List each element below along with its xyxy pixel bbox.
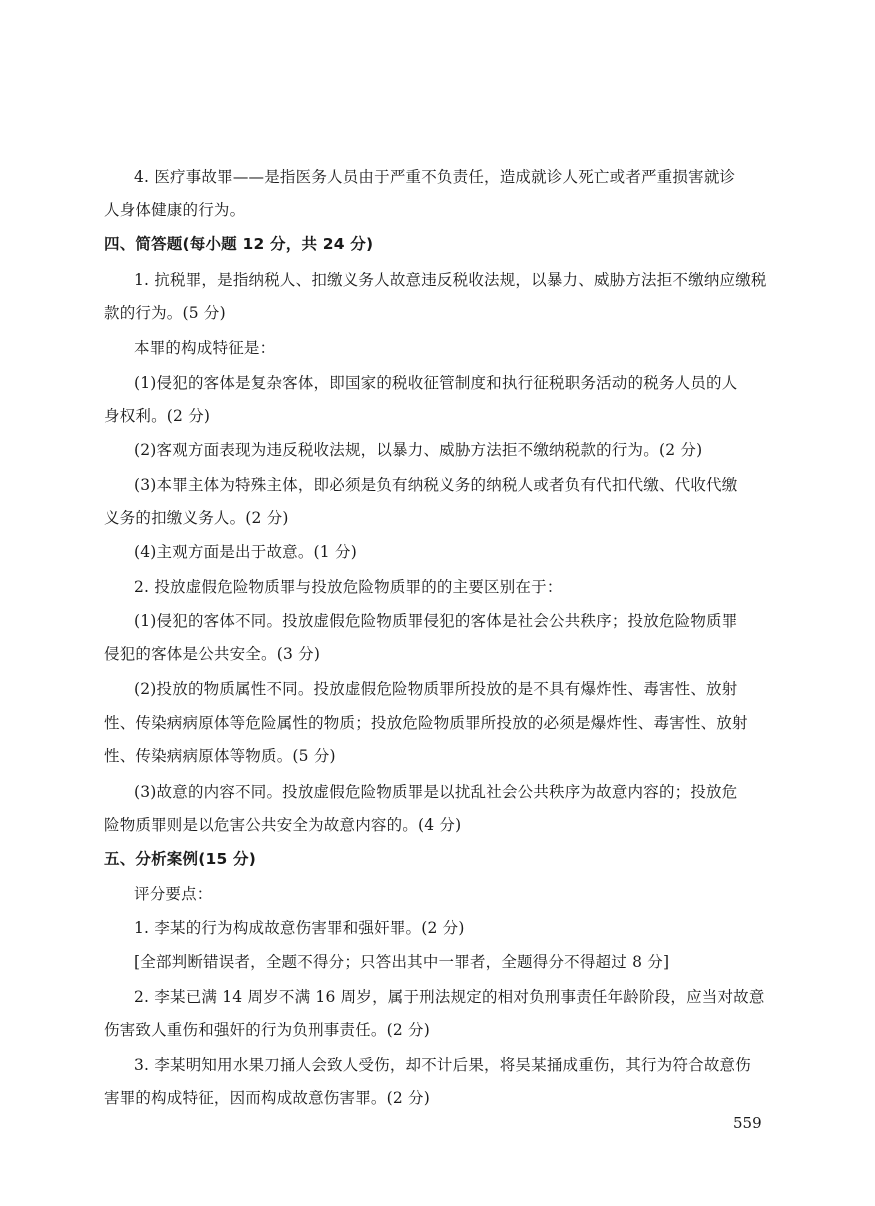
paragraph-line: 2. 投放虚假危险物质罪与投放危险物质罪的的主要区别在于： — [134, 578, 563, 596]
section-heading: 五、分析案例(15 分) — [104, 850, 257, 868]
paragraph-line: (1)侵犯的客体不同。投放虚假危险物质罪侵犯的客体是社会公共秩序；投放危险物质罪 — [134, 612, 738, 630]
page-number: 559 — [733, 1114, 762, 1132]
paragraph-line: 评分要点： — [134, 885, 213, 903]
paragraph-line: 款的行为。(5 分) — [104, 304, 226, 322]
paragraph-line: 性、传染病病原体等物质。(5 分) — [104, 747, 336, 765]
paragraph-line: 义务的扣缴义务人。(2 分) — [104, 509, 289, 527]
paragraph-line: (1)侵犯的客体是复杂客体，即国家的税收征管制度和执行征税职务活动的税务人员的人 — [134, 374, 738, 392]
paragraph-line: 4. 医疗事故罪——是指医务人员由于严重不负责任，造成就诊人死亡或者严重损害就诊 — [134, 168, 736, 186]
paragraph-line: 性、传染病病原体等危险属性的物质；投放危险物质罪所投放的必须是爆炸性、毒害性、放射 — [104, 714, 748, 732]
paragraph-line: 1. 抗税罪，是指纳税人、扣缴义务人故意违反税收法规，以暴力、威胁方法拒不缴纳应缴税 — [134, 271, 767, 289]
paragraph-line: (4)主观方面是出于故意。(1 分) — [134, 543, 357, 561]
paragraph-line: 本罪的构成特征是： — [134, 339, 276, 357]
paragraph-line: 害罪的构成特征，因而构成故意伤害罪。(2 分) — [104, 1089, 430, 1107]
paragraph-line: 侵犯的客体是公共安全。(3 分) — [104, 645, 321, 663]
paragraph-line: 1. 李某的行为构成故意伤害罪和强奸罪。(2 分) — [134, 919, 465, 937]
paragraph-line: 险物质罪则是以危害公共安全为故意内容的。(4 分) — [104, 816, 462, 834]
paragraph-line: (2)投放的物质属性不同。投放虚假危险物质罪所投放的是不具有爆炸性、毒害性、放射 — [134, 680, 738, 698]
paragraph-line: 身权利。(2 分) — [104, 407, 211, 425]
paragraph-line: 人身体健康的行为。 — [104, 201, 246, 219]
paragraph-line: (3)故意的内容不同。投放虚假危险物质罪是以扰乱社会公共秩序为故意内容的；投放危 — [134, 783, 738, 801]
section-heading: 四、简答题(每小题 12 分，共 24 分) — [104, 235, 374, 253]
paragraph-line: 2. 李某已满 14 周岁不满 16 周岁，属于刑法规定的相对负刑事责任年龄阶段，应当对故意 — [134, 988, 765, 1006]
paragraph-line: (3)本罪主体为特殊主体，即必须是负有纳税义务的纳税人或者负有代扣代缴、代收代缴 — [134, 476, 738, 494]
paragraph-line: [全部判断错误者，全题不得分；只答出其中一罪者，全题得分不得超过 8 分] — [134, 953, 670, 971]
paragraph-line: 伤害致人重伤和强奸的行为负刑事责任。(2 分) — [104, 1021, 430, 1039]
paragraph-line: 3. 李某明知用水果刀捅人会致人受伤，却不计后果，将吴某捅成重伤，其行为符合故意伤 — [134, 1056, 751, 1074]
paragraph-line: (2)客观方面表现为违反税收法规，以暴力、威胁方法拒不缴纳税款的行为。(2 分) — [134, 441, 703, 459]
